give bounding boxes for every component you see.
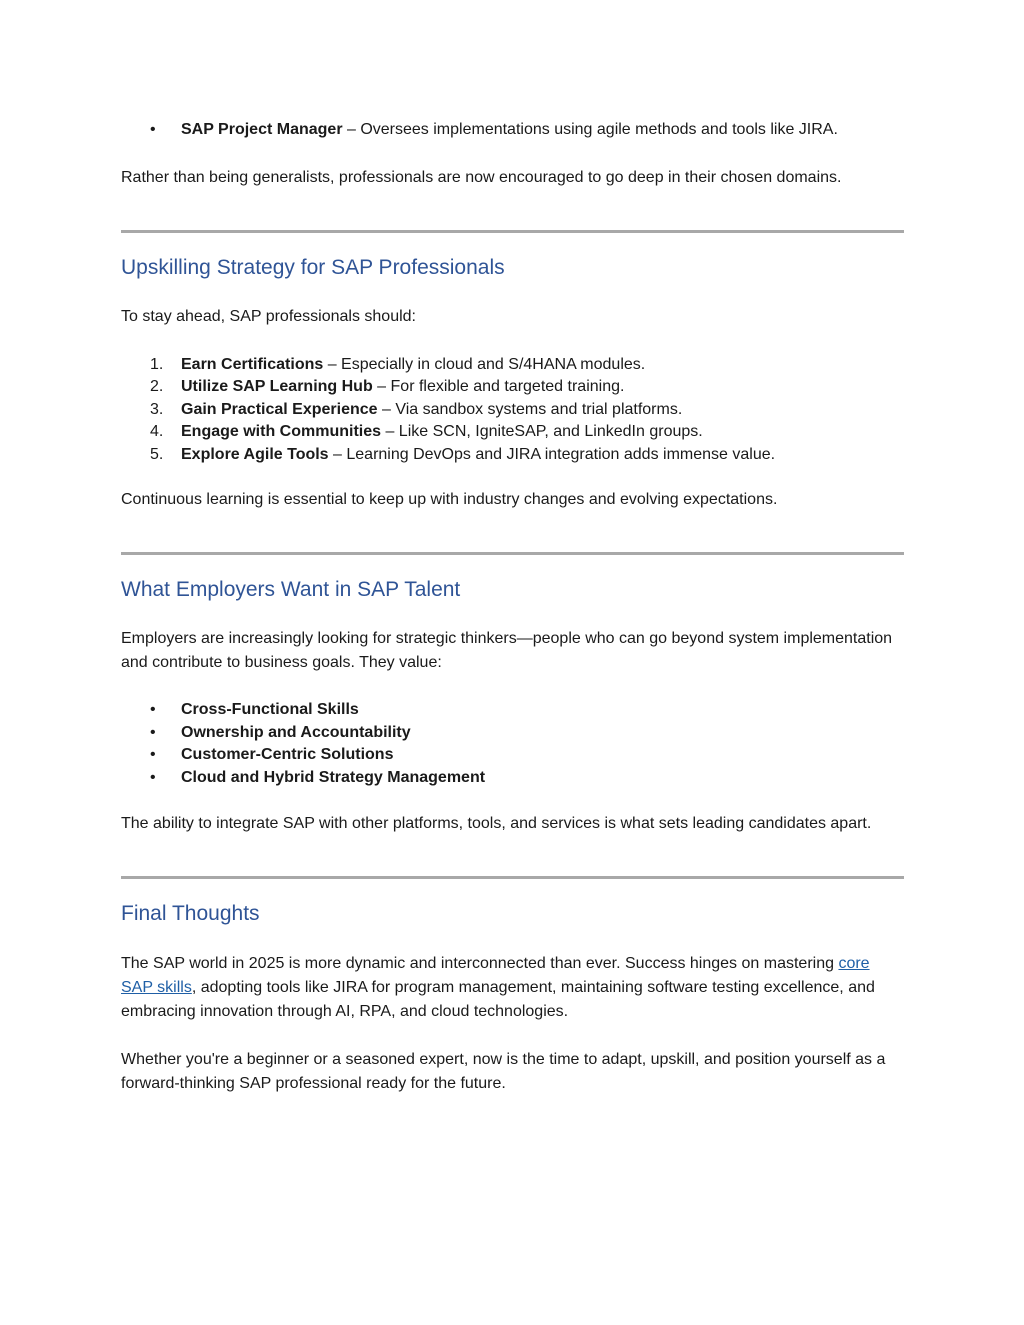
section-divider bbox=[121, 876, 904, 879]
section-heading-upskilling: Upskilling Strategy for SAP Professionals bbox=[121, 255, 505, 279]
section-divider bbox=[121, 552, 904, 555]
list-item-bold: Engage with Communities bbox=[181, 423, 382, 440]
list-item bbox=[121, 744, 904, 767]
list-item-bold: Earn Certifications bbox=[181, 355, 324, 373]
list-item-bold: Cross-Functional Skills bbox=[181, 701, 359, 718]
list-item bbox=[121, 421, 904, 444]
intro-paragraph: Rather than being generalists, professionals are now encouraged to go deep in their chosen domains. bbox=[121, 168, 842, 186]
list-item bbox=[121, 699, 904, 722]
final-text-after: , adopting tools like JIRA for program management, maintaining software testing excellence, and embracing innovation through AI, RPA, and cloud technologies. bbox=[121, 979, 875, 1020]
list-item-text: – Via sandbox systems and trial platforms. bbox=[377, 400, 683, 418]
list-item-text: – Especially in cloud and S/4HANA modules. bbox=[323, 355, 646, 373]
list-item-bold: Gain Practical Experience bbox=[181, 400, 378, 418]
list-number: 3. bbox=[150, 400, 164, 418]
intro-bullet-list bbox=[121, 119, 904, 142]
list-item-text: – Learning DevOps and JIRA integration adds immense value. bbox=[328, 445, 776, 463]
list-item bbox=[121, 354, 904, 377]
employers-lead: Employers are increasingly looking for strategic thinkers—people who can go beyond system implementation and contribute to business goals. They value: bbox=[121, 630, 893, 671]
employers-list bbox=[121, 699, 904, 789]
list-item-bold: Ownership and Accountability bbox=[181, 723, 411, 741]
section-heading-final: Final Thoughts bbox=[121, 902, 260, 925]
list-item-bold: Explore Agile Tools bbox=[181, 445, 329, 463]
list-item bbox=[121, 376, 904, 399]
core-sap-skills-link[interactable]: core SAP skills bbox=[121, 955, 870, 996]
list-item bbox=[121, 722, 904, 745]
final-text-before: The SAP world in 2025 is more dynamic and interconnected than ever. Success hinges on mastering bbox=[121, 955, 839, 972]
list-item bbox=[121, 444, 904, 467]
list-item-bold: Customer-Centric Solutions bbox=[181, 746, 394, 763]
list-number: 1. bbox=[150, 355, 164, 373]
list-number: 4. bbox=[150, 423, 164, 440]
upskilling-lead: To stay ahead, SAP professionals should: bbox=[121, 307, 416, 325]
list-item-text: – For flexible and targeted training. bbox=[372, 378, 625, 395]
list-item-bold: SAP Project Manager bbox=[181, 121, 343, 138]
list-number: 5. bbox=[150, 445, 164, 463]
document-page bbox=[121, 119, 904, 1096]
final-paragraph-2: Whether you're a beginner or a seasoned expert, now is the time to adapt, upskill, and position yourself as a forward-thinking SAP professional ready for the future. bbox=[121, 1051, 886, 1092]
list-number: 2. bbox=[150, 378, 164, 395]
list-item bbox=[121, 399, 904, 422]
section-divider bbox=[121, 230, 904, 233]
list-item-text: – Like SCN, IgniteSAP, and LinkedIn groups. bbox=[381, 423, 703, 440]
list-item bbox=[121, 767, 904, 790]
upskilling-list bbox=[121, 354, 904, 467]
upskilling-closing: Continuous learning is essential to keep up with industry changes and evolving expectations. bbox=[121, 491, 778, 508]
list-item-bold: Utilize SAP Learning Hub bbox=[181, 378, 373, 395]
list-item-bold: Cloud and Hybrid Strategy Management bbox=[181, 768, 486, 786]
list-item-text: – Oversees implementations using agile methods and tools like JIRA. bbox=[342, 121, 838, 138]
employers-closing: The ability to integrate SAP with other platforms, tools, and services is what sets leading candidates apart. bbox=[121, 815, 872, 832]
section-heading-employers: What Employers Want in SAP Talent bbox=[121, 578, 461, 601]
list-item bbox=[121, 119, 904, 142]
final-paragraph-1 bbox=[121, 952, 904, 1024]
